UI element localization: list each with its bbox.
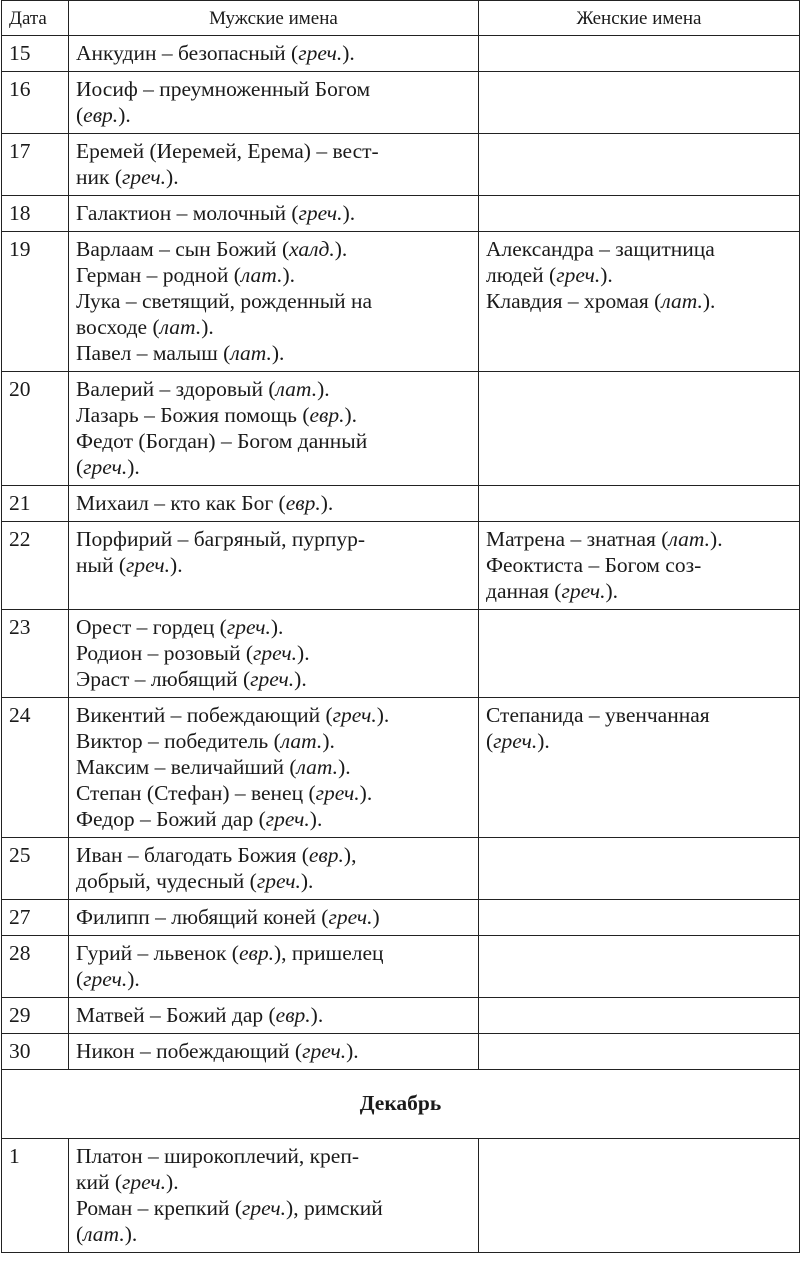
male-names-cell [69, 134, 479, 196]
male-name-line: ник (греч.). [76, 165, 179, 189]
male-name-line: Гурий – львенок (евр.), пришелец [76, 941, 384, 965]
male-names-cell [69, 36, 479, 72]
table-row [2, 838, 800, 900]
month-row [2, 1070, 800, 1139]
male-name-line: (лат.). [76, 1222, 138, 1246]
male-name-line: Иосиф – преумноженный Богом [76, 77, 371, 101]
female-name-line: данная (греч.). [486, 579, 619, 603]
male-name-line: Степан (Стефан) – венец (греч.). [76, 781, 373, 805]
female-name-line: людей (греч.). [486, 263, 613, 287]
table-row [2, 372, 800, 486]
header-female: Женские имена [479, 1, 800, 36]
male-names-cell [69, 998, 479, 1034]
male-name-line: Анкудин – безопасный (греч.). [76, 41, 355, 65]
male-name-line: Федот (Богдан) – Богом данный [76, 429, 368, 453]
male-name-line: Родион – розовый (греч.). [76, 641, 310, 665]
female-name-line: Матрена – знатная (лат.). [486, 527, 723, 551]
date-cell: 21 [2, 486, 69, 522]
male-name-line: Орест – гордец (греч.). [76, 615, 284, 639]
female-names-cell [479, 698, 800, 838]
table-row [2, 36, 800, 72]
names-table [1, 0, 800, 1253]
male-name-line: Платон – широкоплечий, креп- [76, 1144, 359, 1168]
december-rows [2, 1139, 800, 1253]
table-row [2, 72, 800, 134]
male-name-line: Галактион – молочный (греч.). [76, 201, 356, 225]
male-names-cell [69, 72, 479, 134]
date-cell: 25 [2, 838, 69, 900]
male-name-line: Роман – крепкий (греч.), римский [76, 1196, 383, 1220]
date-cell: 29 [2, 998, 69, 1034]
table-row [2, 610, 800, 698]
male-name-line: Иван – благодать Божия (евр.), [76, 843, 357, 867]
female-names-cell [479, 936, 800, 998]
female-names-cell [479, 610, 800, 698]
male-name-line: ный (греч.). [76, 553, 183, 577]
female-names-cell [479, 900, 800, 936]
table-row [2, 998, 800, 1034]
table-row [2, 134, 800, 196]
date-cell: 1 [2, 1139, 69, 1253]
male-names-cell [69, 610, 479, 698]
male-name-line: Виктор – победитель (лат.). [76, 729, 335, 753]
female-names-cell [479, 134, 800, 196]
date-cell: 20 [2, 372, 69, 486]
header-row [2, 1, 800, 36]
male-name-line: Лазарь – Божия помощь (евр.). [76, 403, 358, 427]
male-names-cell [69, 838, 479, 900]
female-name-line: Клавдия – хромая (лат.). [486, 289, 716, 313]
male-name-line: Валерий – здоровый (лат.). [76, 377, 330, 401]
date-cell: 17 [2, 134, 69, 196]
female-name-line: Феоктиста – Богом соз- [486, 553, 702, 577]
male-name-line: Никон – побеждающий (греч.). [76, 1039, 359, 1063]
female-name-line: (греч.). [486, 729, 550, 753]
november-rows [2, 36, 800, 1070]
female-names-cell [479, 838, 800, 900]
table-row [2, 522, 800, 610]
table-row [2, 1139, 800, 1253]
male-names-cell [69, 196, 479, 232]
male-name-line: Порфирий – багряный, пурпур- [76, 527, 366, 551]
female-names-cell [479, 372, 800, 486]
date-cell: 27 [2, 900, 69, 936]
male-name-line: Викентий – побеждающий (греч.). [76, 703, 390, 727]
table-row [2, 232, 800, 372]
male-names-cell [69, 486, 479, 522]
female-names-cell [479, 232, 800, 372]
male-name-line: добрый, чудесный (греч.). [76, 869, 314, 893]
female-names-cell [479, 196, 800, 232]
table-row [2, 698, 800, 838]
date-cell: 24 [2, 698, 69, 838]
male-name-line: Варлаам – сын Божий (халд.). [76, 237, 348, 261]
female-name-line: Степанида – увенчанная [486, 703, 710, 727]
female-names-cell [479, 1034, 800, 1070]
male-name-line: Герман – родной (лат.). [76, 263, 295, 287]
female-names-cell [479, 72, 800, 134]
male-name-line: (греч.). [76, 967, 140, 991]
date-cell: 30 [2, 1034, 69, 1070]
male-name-line: Эраст – любящий (греч.). [76, 667, 307, 691]
male-names-cell [69, 698, 479, 838]
male-names-cell [69, 900, 479, 936]
female-names-cell [479, 522, 800, 610]
date-cell: 16 [2, 72, 69, 134]
male-name-line: (греч.). [76, 455, 140, 479]
date-cell: 22 [2, 522, 69, 610]
male-name-line: Матвей – Божий дар (евр.). [76, 1003, 324, 1027]
female-name-line: Александра – защитница [486, 237, 715, 261]
male-names-cell [69, 1034, 479, 1070]
male-names-cell [69, 232, 479, 372]
male-name-line: Максим – величайший (лат.). [76, 755, 351, 779]
table-row [2, 936, 800, 998]
male-names-cell [69, 522, 479, 610]
table-row [2, 486, 800, 522]
header-date: Дата [2, 1, 69, 36]
male-name-line: Федор – Божий дар (греч.). [76, 807, 323, 831]
female-names-cell [479, 1139, 800, 1253]
female-names-cell [479, 486, 800, 522]
month-heading: Декабрь [2, 1070, 800, 1139]
male-names-cell [69, 1139, 479, 1253]
table-row [2, 900, 800, 936]
male-names-cell [69, 936, 479, 998]
female-names-cell [479, 36, 800, 72]
header-male: Мужские имена [69, 1, 479, 36]
male-name-line: Михаил – кто как Бог (евр.). [76, 491, 334, 515]
table-row [2, 196, 800, 232]
female-names-cell [479, 998, 800, 1034]
male-names-cell [69, 372, 479, 486]
male-name-line: Еремей (Иеремей, Ерема) – вест- [76, 139, 379, 163]
male-name-line: Лука – светящий, рожденный на [76, 289, 373, 313]
male-name-line: кий (греч.). [76, 1170, 179, 1194]
male-name-line: восходе (лат.). [76, 315, 214, 339]
male-name-line: (евр.). [76, 103, 131, 127]
table-row [2, 1034, 800, 1070]
date-cell: 19 [2, 232, 69, 372]
male-name-line: Павел – малыш (лат.). [76, 341, 285, 365]
date-cell: 15 [2, 36, 69, 72]
male-name-line: Филипп – любящий коней (греч.) [76, 905, 380, 929]
date-cell: 18 [2, 196, 69, 232]
date-cell: 28 [2, 936, 69, 998]
date-cell: 23 [2, 610, 69, 698]
